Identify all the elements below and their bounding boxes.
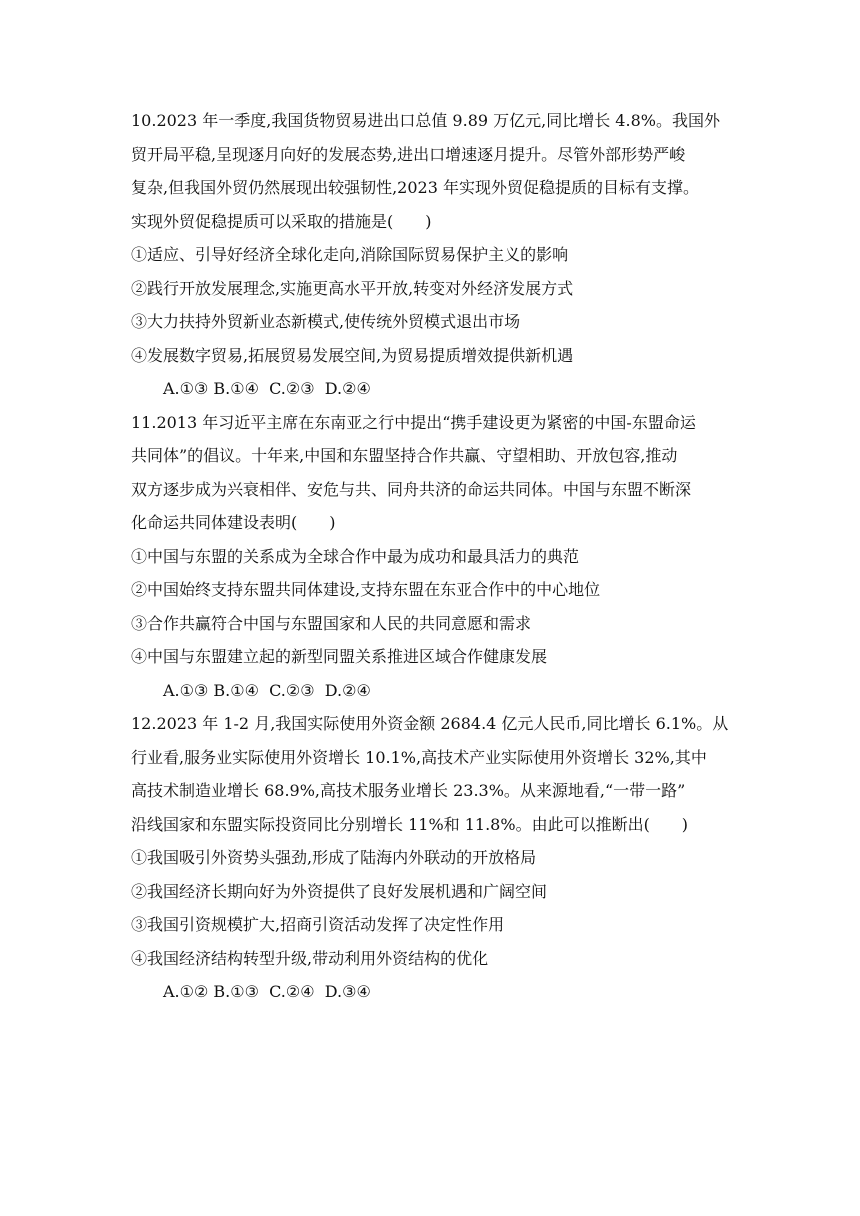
option-1: ①适应、引导好经济全球化走向,消除国际贸易保护主义的影响	[131, 245, 569, 264]
answer-choices	[131, 372, 731, 406]
stem-line: 沿线国家和东盟实际投资同比分别增长 11%和 11.8%。由此可以推断出( )	[131, 814, 689, 834]
option-2: ②践行开放发展理念,实施更高水平开放,转变对外经济发展方式	[131, 278, 574, 298]
answer-c: C.②③	[269, 379, 315, 398]
answer-c: C.②③	[269, 680, 315, 700]
stem-line: 12.2023 年 1-2 月,我国实际使用外资金额 2684.4 亿元人民币,同比增长 6.1%。从	[131, 714, 729, 733]
stem-line: 贸开局平稳,呈现逐月向好的发展态势,进出口增速逐月提升。尽管外部形势严峻	[131, 144, 686, 164]
option-2: ②中国始终支持东盟共同体建设,支持东盟在东亚合作中的中心地位	[131, 580, 601, 599]
option-3: ③大力扶持外贸新业态新模式,使传统外贸模式退出市场	[131, 312, 521, 331]
question-stem	[131, 406, 731, 540]
option-2: ②我国经济长期向好为外资提供了良好发展机遇和广阔空间	[131, 881, 548, 901]
answer-d: D.③④	[324, 982, 371, 1001]
answer-c: C.②④	[269, 982, 315, 1001]
stem-line: 11.2013 年习近平主席在东南亚之行中提出“携手建设更为紧密的中国-东盟命运	[131, 412, 696, 432]
answer-b: B.①④	[213, 680, 259, 700]
question-stem	[131, 104, 731, 238]
stem-line: 化命运共同体建设表明( )	[131, 513, 336, 532]
stem-line: 行业看,服务业实际使用外资增长 10.1%,高技术产业实际使用外资增长 32%,其中	[131, 747, 707, 767]
option-1: ①中国与东盟的关系成为全球合作中最为成功和最具活力的典范	[131, 546, 580, 566]
question-10	[131, 104, 731, 406]
answer-choices	[131, 975, 731, 1009]
option-4: ④发展数字贸易,拓展贸易发展空间,为贸易提质增效提供新机遇	[131, 345, 574, 365]
answer-d: D.②④	[324, 379, 371, 398]
option-1: ①我国吸引外资势头强劲,形成了陆海内外联动的开放格局	[131, 848, 537, 867]
stem-line: 实现外贸促稳提质可以采取的措施是( )	[131, 211, 432, 231]
answer-a: A.①③	[163, 379, 209, 398]
question-11	[131, 406, 731, 708]
stem-line: 10.2023 年一季度,我国货物贸易进出口总值 9.89 万亿元,同比增长 4.8%。我国外	[131, 111, 720, 130]
question-stem	[131, 707, 731, 841]
answer-b: B.①③	[213, 982, 259, 1001]
option-4: ④中国与东盟建立起的新型同盟关系推进区域合作健康发展	[131, 647, 548, 666]
answer-a: A.①③	[163, 680, 209, 700]
exam-page	[131, 104, 731, 1009]
answer-d: D.②④	[324, 680, 371, 700]
stem-line: 双方逐步成为兴衰相伴、安危与共、同舟共济的命运共同体。中国与东盟不断深	[131, 479, 692, 499]
option-3: ③合作共赢符合中国与东盟国家和人民的共同意愿和需求	[131, 613, 532, 633]
question-12	[131, 707, 731, 1009]
option-4: ④我国经济结构转型升级,带动利用外资结构的优化	[131, 948, 489, 968]
answer-a: A.①②	[163, 982, 209, 1001]
option-3: ③我国引资规模扩大,招商引资活动发挥了决定性作用	[131, 915, 505, 934]
stem-line: 高技术制造业增长 68.9%,高技术服务业增长 23.3%。从来源地看,“一带一路”	[131, 781, 686, 800]
stem-line: 复杂,但我国外贸仍然展现出较强韧性,2023 年实现外贸促稳提质的目标有支撑。	[131, 178, 699, 197]
answer-choices	[131, 674, 731, 708]
answer-b: B.①④	[213, 379, 259, 398]
stem-line: 共同体”的倡议。十年来,中国和东盟坚持合作共赢、守望相助、开放包容,推动	[131, 446, 678, 465]
